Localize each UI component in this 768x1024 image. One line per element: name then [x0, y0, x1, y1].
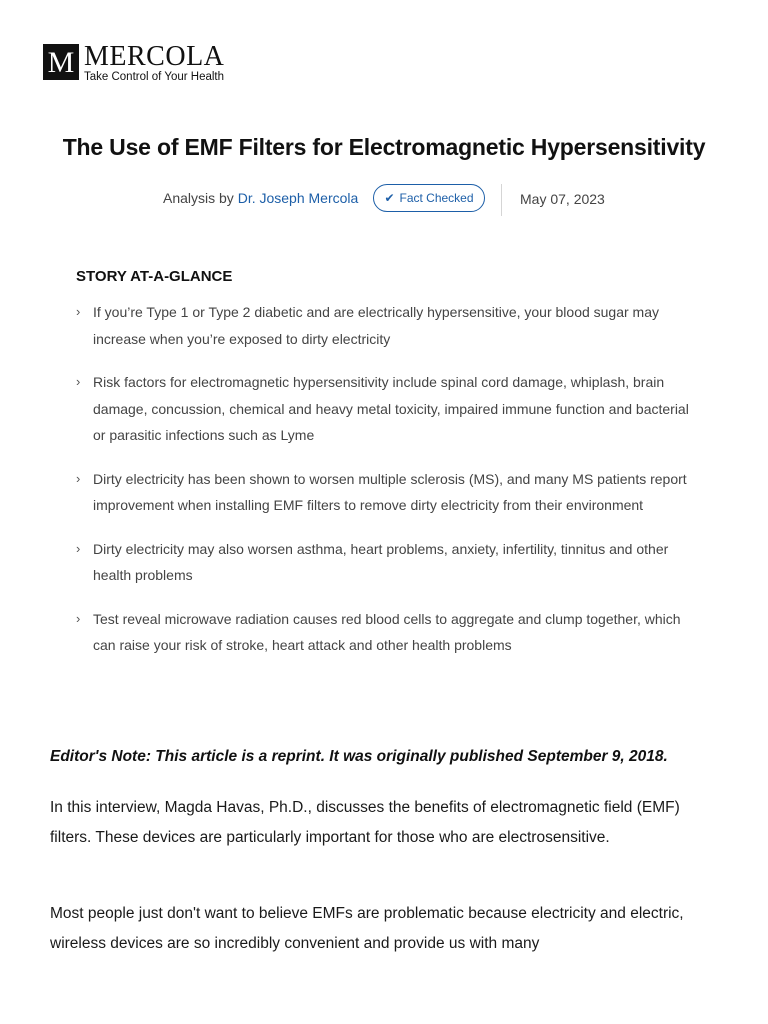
glance-item-text: If you’re Type 1 or Type 2 diabetic and are electrically hypersensitive, your blood sugar may increase when you’re exposed to dirty electricity — [93, 304, 660, 347]
publish-date: May 07, 2023 — [520, 191, 605, 207]
chevron-right-icon: › — [76, 374, 81, 389]
fact-checked-label: Fact Checked — [399, 191, 474, 205]
chevron-right-icon: › — [76, 470, 81, 486]
chevron-right-icon: › — [76, 304, 81, 319]
chevron-right-icon: › — [76, 540, 81, 556]
byline-divider — [501, 184, 502, 216]
editors-note: Editor's Note: This article is a reprint. It was originally published September 9, 2018. — [50, 748, 668, 765]
chevron-right-icon: › — [76, 610, 81, 626]
glance-item-text: Dirty electricity may also worsen asthma, heart problems, anxiety, infertility, tinnitus and other health problems — [93, 540, 669, 583]
glance-item — [76, 369, 696, 449]
glance-item — [76, 466, 696, 519]
glance-item-text: Risk factors for electromagnetic hypersensitivity include spinal cord damage, whiplash, brain damage, concussion, chemical and heavy metal toxicity, impaired immune function and bacterial or parasitic infections such as Lyme — [93, 374, 689, 443]
byline-author-line — [163, 190, 358, 206]
glance-item — [76, 536, 696, 589]
glance-item-text: Dirty electricity has been shown to worsen multiple sclerosis (MS), and many MS patients report improvement when installing EMF filters to remove dirty electricity from their environment — [93, 470, 687, 513]
byline-prefix: Analysis by — [163, 190, 234, 206]
glance-item-text: Test reveal microwave radiation causes red blood cells to aggregate and clump together, which can raise your risk of stroke, heart attack and other health problems — [93, 610, 681, 653]
checkmark-icon: ✔ — [384, 191, 395, 205]
article-title: The Use of EMF Filters for Electromagnetic Hypersensitivity — [62, 134, 706, 160]
mercola-logo[interactable] — [43, 41, 225, 84]
body-paragraph: In this interview, Magda Havas, Ph.D., discusses the benefits of electromagnetic field (EMF) filters. These devices are particularly important for those who are electrosensitive. — [50, 799, 680, 846]
byline — [0, 184, 768, 216]
logo-text — [84, 41, 225, 84]
logo-mark: M — [43, 44, 79, 80]
glance-heading: STORY AT-A-GLANCE — [76, 268, 233, 285]
logo-name: MERCOLA — [84, 41, 225, 72]
glance-item — [76, 606, 696, 659]
logo-tagline: Take Control of Your Health — [84, 71, 225, 83]
body-paragraph: Most people just don't want to believe EMFs are problematic because electricity and electric, wireless devices are so incredibly convenient and provide us with many — [50, 905, 684, 952]
glance-list — [76, 299, 696, 676]
glance-item — [76, 299, 696, 352]
fact-checked-badge[interactable] — [373, 184, 485, 212]
author-link[interactable]: Dr. Joseph Mercola — [237, 190, 359, 206]
